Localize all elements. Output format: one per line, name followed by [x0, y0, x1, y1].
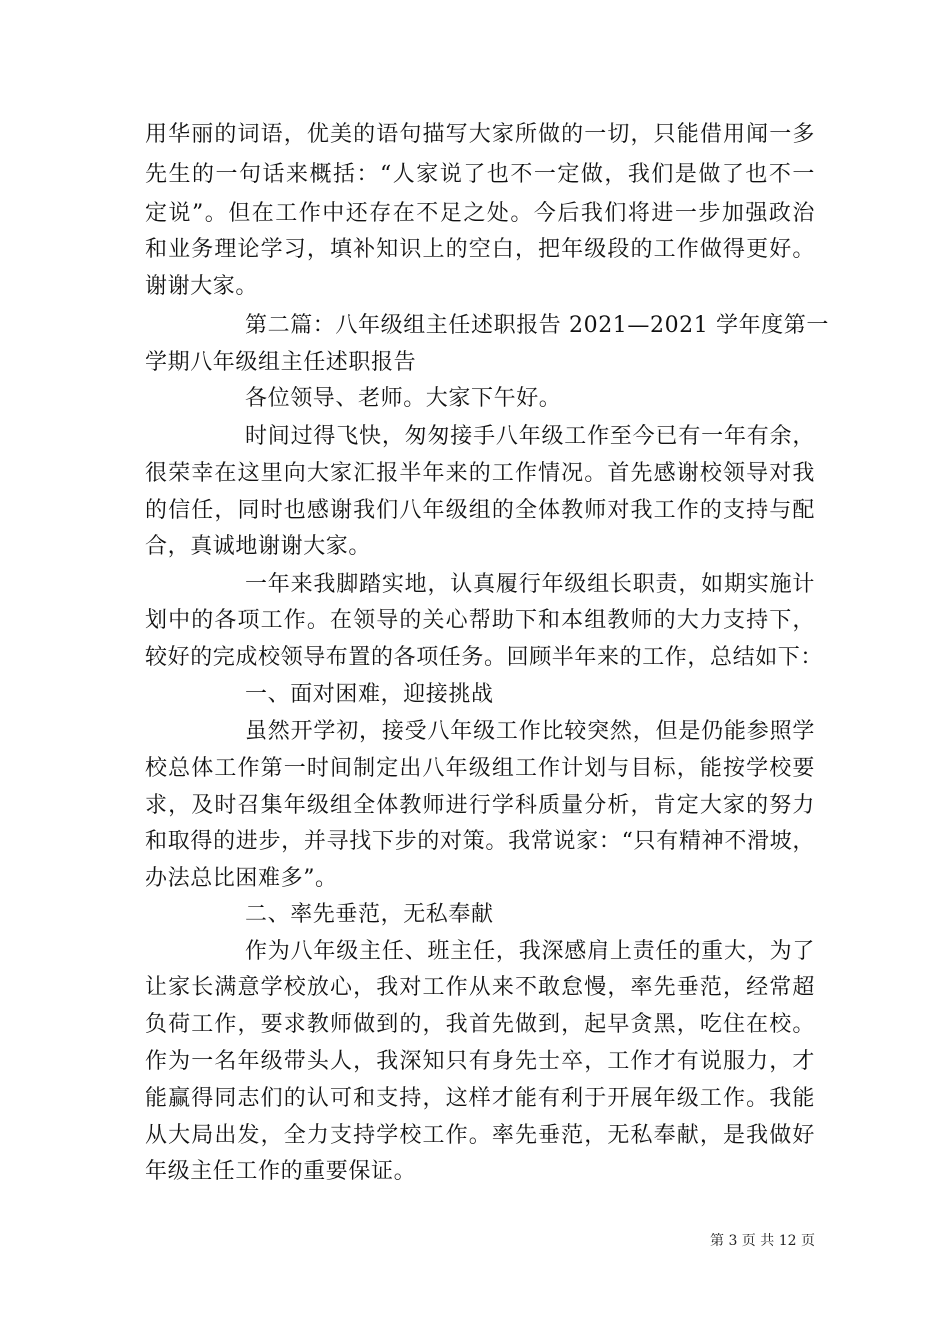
section-heading: 一、面对困难，迎接挑战	[245, 682, 494, 707]
body-line: 用华丽的词语，优美的语句描写大家所做的一切，只能借用闻一多	[145, 122, 815, 147]
body-line: 的信任，同时也感谢我们八年级组的全体教师对我工作的支持与配	[145, 498, 815, 523]
body-line: 很荣幸在这里向大家汇报半年来的工作情况。首先感谢校领导对我	[145, 461, 815, 486]
body-line: 较好的完成校领导布置的各项任务。回顾半年来的工作，总结如下：	[145, 645, 824, 670]
body-line: 年级主任工作的重要保证。	[145, 1159, 417, 1184]
body-line: 作为一名年级带头人，我深知只有身先士卒，工作才有说服力，才	[145, 1049, 815, 1074]
body-line: 划中的各项工作。在领导的关心帮助下和本组教师的大力支持下，	[145, 608, 815, 633]
body-line: 作为八年级主任、班主任，我深感肩上责任的重大，为了	[245, 939, 815, 964]
section-title: 学期八年级组主任述职报告	[145, 350, 417, 375]
body-line: 办法总比困难多”。	[145, 866, 338, 891]
body-line: 一年来我脚踏实地，认真履行年级组长职责，如期实施计	[245, 572, 815, 597]
body-line: 先生的一句话来概括：“人家说了也不一定做，我们是做了也不一	[145, 162, 815, 187]
body-line: 让家长满意学校放心，我对工作从来不敢怠慢，率先垂范，经常超	[145, 975, 815, 1000]
body-line: 时间过得飞快，匆匆接手八年级工作至今已有一年有余，	[245, 424, 815, 449]
body-line: 从大局出发，全力支持学校工作。率先垂范，无私奉献，是我做好	[145, 1123, 815, 1148]
section-heading: 二、率先垂范，无私奉献	[245, 902, 494, 927]
page-number: 第 3 页 共 12 页	[710, 1233, 815, 1249]
body-line: 虽然开学初，接受八年级工作比较突然，但是仍能参照学	[245, 719, 815, 744]
section-title: 第二篇：八年级组主任述职报告 2021—2021 学年度第一	[245, 313, 829, 338]
body-line: 求，及时召集年级组全体教师进行学科质量分析，肯定大家的努力	[145, 793, 815, 818]
body-line: 和取得的进步，并寻找下步的对策。我常说家：“只有精神不滑坡，	[145, 829, 815, 854]
body-line: 校总体工作第一时间制定出八年级组工作计划与目标，能按学校要	[145, 756, 815, 781]
body-line: 能赢得同志们的认可和支持，这样才能有利于开展年级工作。我能	[145, 1086, 815, 1111]
body-line: 负荷工作，要求教师做到的，我首先做到，起早贪黑，吃住在校。	[145, 1012, 815, 1037]
body-line: 谢谢大家。	[145, 274, 259, 299]
body-line: 定说”。但在工作中还存在不足之处。今后我们将进一步加强政治	[145, 201, 815, 226]
greeting: 各位领导、老师。大家下午好。	[245, 386, 562, 411]
body-line: 合，真诚地谢谢大家。	[145, 534, 372, 559]
body-line: 和业务理论学习，填补知识上的空白，把年级段的工作做得更好。	[145, 237, 815, 262]
